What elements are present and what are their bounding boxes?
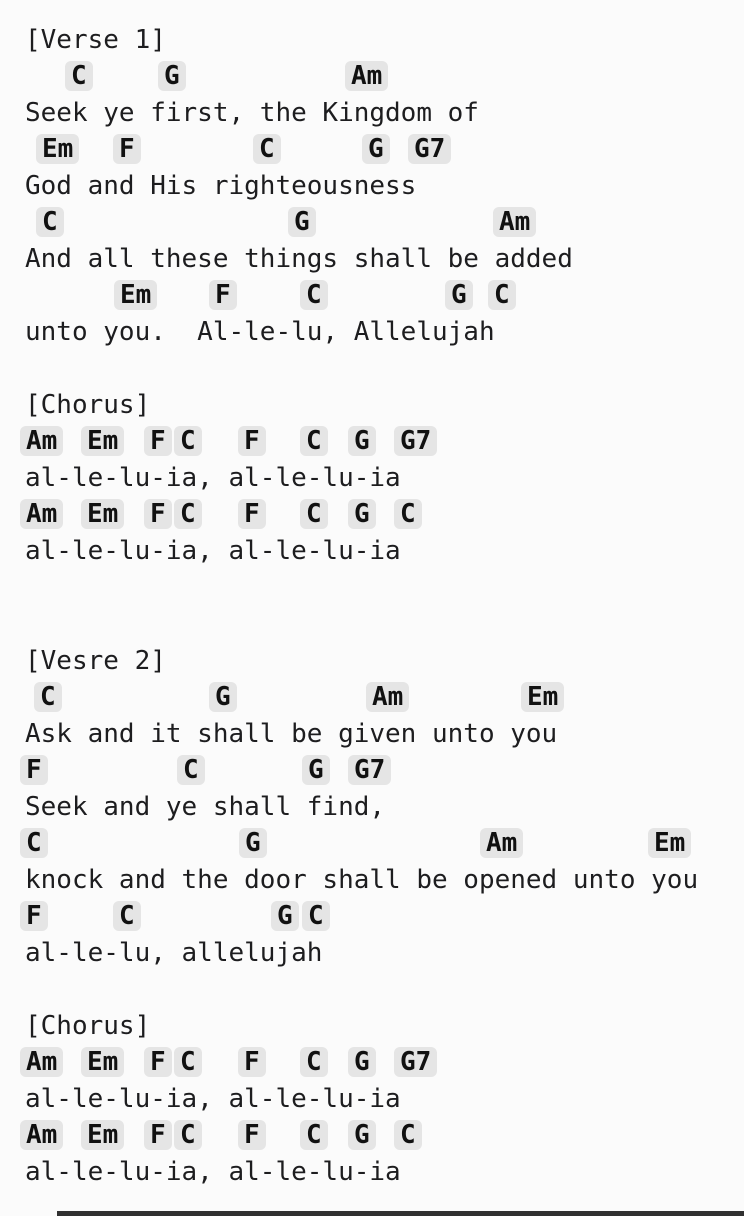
- lyric-line: Seek ye first, the Kingdom of: [25, 98, 479, 128]
- lyric-line: knock and the door shall be opened unto you: [25, 864, 699, 895]
- chord-row: [0, 424, 744, 461]
- chord-row: [0, 752, 744, 789]
- chord-badge-am[interactable]: Am: [20, 1047, 63, 1077]
- chord-badge-am[interactable]: Am: [20, 1120, 63, 1150]
- chord-badge-am[interactable]: Am: [345, 61, 388, 91]
- chord-badge-f[interactable]: F: [144, 1120, 172, 1150]
- chord-badge-em[interactable]: Em: [521, 682, 564, 712]
- lyric-line: al-le-lu-ia, al-le-lu-ia: [25, 1156, 401, 1187]
- chord-badge-em[interactable]: Em: [81, 1047, 124, 1077]
- song: [0, 22, 744, 1190]
- chord-badge-c[interactable]: C: [300, 1120, 328, 1150]
- chord-badge-em[interactable]: Em: [648, 828, 691, 858]
- lyric-line: And all these things shall be added: [25, 244, 573, 274]
- chord-badge-em[interactable]: Em: [36, 134, 79, 164]
- chord-badge-am[interactable]: Am: [20, 426, 63, 456]
- chord-badge-f[interactable]: F: [238, 499, 266, 529]
- chord-badge-g7[interactable]: G7: [394, 426, 437, 456]
- chord-badge-f[interactable]: F: [238, 1120, 266, 1150]
- lyric-line: unto you. Al-le-lu, Allelujah: [25, 317, 495, 347]
- chord-badge-c[interactable]: C: [300, 280, 328, 310]
- chord-row: [0, 497, 744, 534]
- chord-badge-g[interactable]: G: [348, 426, 376, 456]
- chord-badge-c[interactable]: C: [394, 499, 422, 529]
- chord-badge-c[interactable]: C: [174, 426, 202, 456]
- chord-badge-c[interactable]: C: [174, 499, 202, 529]
- chord-badge-g7[interactable]: G7: [408, 134, 451, 164]
- section-header: [Verse 1]: [25, 25, 166, 55]
- chord-badge-c[interactable]: C: [300, 426, 328, 456]
- chord-badge-c[interactable]: C: [113, 901, 141, 931]
- section-3-chorus: [0, 1008, 744, 1191]
- lyric-line: al-le-lu, allelujah: [25, 937, 323, 968]
- chord-badge-c[interactable]: C: [36, 207, 64, 237]
- chord-badge-c[interactable]: C: [174, 1120, 202, 1150]
- chord-badge-g[interactable]: G: [302, 755, 330, 785]
- chord-badge-em[interactable]: Em: [81, 426, 124, 456]
- chord-badge-em[interactable]: Em: [81, 499, 124, 529]
- chord-badge-f[interactable]: F: [238, 426, 266, 456]
- chord-badge-c[interactable]: C: [177, 755, 205, 785]
- chord-badge-c[interactable]: C: [174, 1047, 202, 1077]
- chord-row: [0, 1044, 744, 1081]
- chord-badge-g[interactable]: G: [288, 207, 316, 237]
- chord-badge-g[interactable]: G: [209, 682, 237, 712]
- chord-badge-f[interactable]: F: [144, 426, 172, 456]
- lyric-line: Ask and it shall be given unto you: [25, 718, 558, 749]
- chord-row: [0, 898, 744, 935]
- chord-badge-em[interactable]: Em: [81, 1120, 124, 1150]
- chord-badge-f[interactable]: F: [144, 499, 172, 529]
- section-2-vesre2: [0, 643, 744, 972]
- chord-badge-c[interactable]: C: [300, 1047, 328, 1077]
- chord-badge-g[interactable]: G: [239, 828, 267, 858]
- chord-badge-c[interactable]: C: [65, 61, 93, 91]
- chord-badge-c[interactable]: C: [394, 1120, 422, 1150]
- chord-badge-g[interactable]: G: [362, 134, 390, 164]
- section-header: [Chorus]: [25, 1010, 151, 1041]
- chord-badge-c[interactable]: C: [300, 499, 328, 529]
- chord-badge-f[interactable]: F: [20, 755, 48, 785]
- chord-row: [0, 278, 744, 315]
- chord-badge-g7[interactable]: G7: [394, 1047, 437, 1077]
- chord-row: [0, 679, 744, 716]
- chord-badge-am[interactable]: Am: [366, 682, 409, 712]
- lyric-line: God and His righteousness: [25, 171, 417, 201]
- chord-badge-am[interactable]: Am: [493, 207, 536, 237]
- chord-badge-g[interactable]: G: [348, 1120, 376, 1150]
- chord-badge-c[interactable]: C: [253, 134, 281, 164]
- bottom-partial-bar: [57, 1211, 744, 1216]
- chord-badge-g7[interactable]: G7: [348, 755, 391, 785]
- section-header: [Chorus]: [25, 390, 151, 420]
- chord-badge-g[interactable]: G: [348, 499, 376, 529]
- chord-badge-em[interactable]: Em: [114, 280, 157, 310]
- chord-badge-c[interactable]: C: [302, 901, 330, 931]
- lyric-line: al-le-lu-ia, al-le-lu-ia: [25, 463, 401, 493]
- chord-badge-c[interactable]: C: [488, 280, 516, 310]
- chord-badge-g[interactable]: G: [271, 901, 299, 931]
- section-header: [Vesre 2]: [25, 645, 166, 676]
- chord-badge-c[interactable]: C: [20, 828, 48, 858]
- lyric-line: al-le-lu-ia, al-le-lu-ia: [25, 1083, 401, 1114]
- lyric-line: Seek and ye shall find,: [25, 791, 386, 822]
- section-1-chorus: [0, 387, 744, 570]
- chord-badge-f[interactable]: F: [144, 1047, 172, 1077]
- section-0-verse1: [0, 22, 744, 351]
- chord-row: [0, 59, 744, 96]
- chord-badge-f[interactable]: F: [209, 280, 237, 310]
- chord-badge-f[interactable]: F: [113, 134, 141, 164]
- chord-badge-g[interactable]: G: [158, 61, 186, 91]
- chord-badge-f[interactable]: F: [20, 901, 48, 931]
- chord-row: [0, 825, 744, 862]
- chord-row: [0, 132, 744, 169]
- chord-badge-g[interactable]: G: [348, 1047, 376, 1077]
- lyric-line: al-le-lu-ia, al-le-lu-ia: [25, 536, 401, 566]
- chord-badge-f[interactable]: F: [238, 1047, 266, 1077]
- chord-badge-g[interactable]: G: [445, 280, 473, 310]
- chord-badge-am[interactable]: Am: [480, 828, 523, 858]
- chord-badge-am[interactable]: Am: [20, 499, 63, 529]
- chord-row: [0, 1117, 744, 1154]
- chord-badge-c[interactable]: C: [34, 682, 62, 712]
- chord-row: [0, 205, 744, 242]
